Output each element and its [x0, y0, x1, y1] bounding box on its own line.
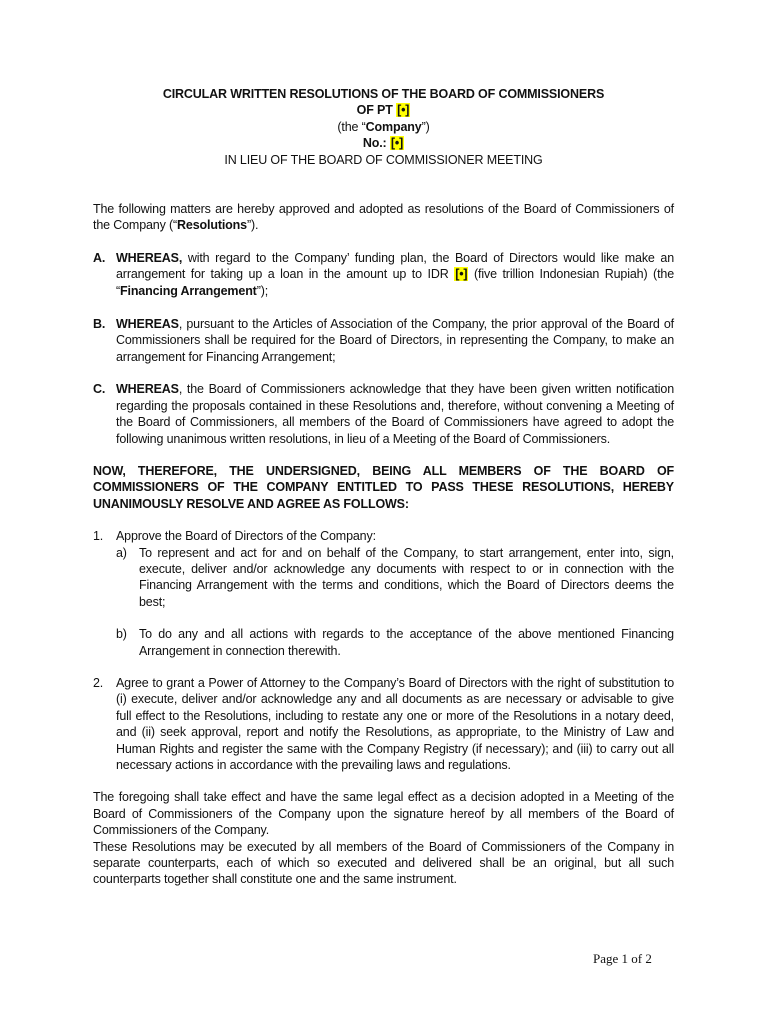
item-text: Agree to grant a Power of Attorney to the Company’s Board of Directors with the right of substitution to (i) execute, deliver and/or acknowledge any and all documents as are necessary or advisable to give full effect to the Resolutions, including to restate any one or more of the Resolutions in a notary deed, and (ii) seek approval, report and notify the Resolutions, as appropriate, to the Ministry of Law and Human Rights and register the same with the Company Registry (if necessary); and (iii) to carry out all necessary actions in accordance with the prevailing laws and regulations. — [116, 675, 674, 772]
intro-close: ”). — [246, 218, 259, 233]
sub-item-a — [116, 545, 674, 611]
loan-amount-placeholder: [•] — [455, 267, 468, 282]
recital-defined-term: Financing Arrangement — [120, 283, 257, 298]
title-company-open: (the “ — [337, 119, 366, 134]
page-number: Page 1 of 2 — [593, 951, 652, 966]
title-company-close: ”) — [421, 119, 430, 134]
title-line-5: IN LIEU OF THE BOARD OF COMMISSIONER MEETING — [224, 152, 543, 167]
recital-label: C. — [93, 382, 106, 397]
resolution-item-1 — [93, 528, 674, 659]
closing-paragraph-effect: The foregoing shall take effect and have the same legal effect as a decision adopted in a Meeting of the Board of Commissioners of the Company upon the signature hereof by all members of the Board of Commissioners of the Company. — [93, 790, 674, 838]
title-line-3 — [93, 119, 674, 135]
sub-item-number: a) — [116, 545, 127, 560]
title-number-prefix: No.: — [362, 136, 390, 151]
item-text: Approve the Board of Directors of the Company: — [116, 529, 376, 544]
sub-item-text: To do any and all actions with regards to the acceptance of the above mentioned Financing Arrangement in connection therewith. — [139, 627, 674, 658]
recital-keyword: WHEREAS — [116, 382, 179, 397]
intro-text: The following matters are hereby approved and adopted as resolutions of the Board of Commissioners of the Company (“ — [93, 202, 674, 233]
closing-paragraph-counterparts: These Resolutions may be executed by all members of the Board of Commissioners of the Company in separate counterparts, each of which so executed and delivered shall be an original, but all such counterparts together shall constitute one and the same instrument. — [93, 839, 674, 887]
recital-label: A. — [93, 250, 106, 265]
recital-a — [93, 250, 674, 299]
company-name-placeholder: [•] — [397, 103, 410, 118]
title-company-term: Company — [365, 119, 422, 134]
title-line-1: CIRCULAR WRITTEN RESOLUTIONS OF THE BOARD OF COMMISSIONERS — [162, 87, 605, 101]
recital-text-cont: (five trillion Indonesian Rupiah) (the “ — [116, 267, 674, 298]
recital-label: B. — [93, 317, 106, 332]
document-title — [93, 86, 674, 168]
recital-keyword: WHEREAS, — [116, 250, 183, 265]
recital-text: , the Board of Commissioners acknowledge that they have been given written notification regarding the proposals contained in these Resolutions and, therefore, without convening a Meeting of the Board of Commissioners, all members of the Board of Commissioners have agreed to adopt the following unanimous written resolutions, in lieu of a Meeting of the Board of Commissioners. — [116, 382, 674, 446]
title-line-2 — [93, 102, 674, 118]
recital-text: , pursuant to the Articles of Association of the Company, the prior approval of the Board of Commissioners shall be required for the Board of Directors, in representing the Company, to make an arrangement for Financing Arrangement; — [116, 317, 674, 364]
intro-term: Resolutions — [177, 218, 247, 233]
sub-item-b — [116, 626, 674, 659]
title-company-prefix: OF PT — [356, 103, 397, 118]
recital-b — [93, 316, 674, 365]
resolution-number-placeholder: [•] — [390, 136, 404, 151]
recital-text: with regard to the Company’ funding plan, the Board of Directors would like make an arrangement for taking up a loan in the amount up to IDR — [116, 250, 674, 282]
resolution-statement: NOW, THEREFORE, THE UNDERSIGNED, BEING ALL MEMBERS OF THE BOARD OF COMMISSIONERS OF THE COMPANY ENTITLED TO PASS THESE RESOLUTIONS, HEREBY UNANIMOUSLY RESOLVE AND AGREE AS FOLLOWS: — [93, 463, 674, 511]
intro-paragraph — [93, 201, 674, 234]
recital-keyword: WHEREAS — [116, 317, 179, 332]
recital-c — [93, 381, 674, 447]
item-number: 2. — [93, 675, 104, 690]
sub-item-number: b) — [116, 627, 127, 642]
resolution-item-2 — [93, 675, 674, 773]
item-number: 1. — [93, 529, 104, 544]
title-line-4 — [93, 135, 674, 151]
recital-close: ”); — [256, 283, 269, 298]
sub-item-text: To represent and act for and on behalf of the Company, to start arrangement, enter into, sign, execute, deliver and/or acknowledge any documents with respect to or in connection with the Financing Arrangement with the terms and conditions, which the Board of Directors deems the best; — [139, 545, 674, 609]
document-page — [93, 86, 674, 888]
